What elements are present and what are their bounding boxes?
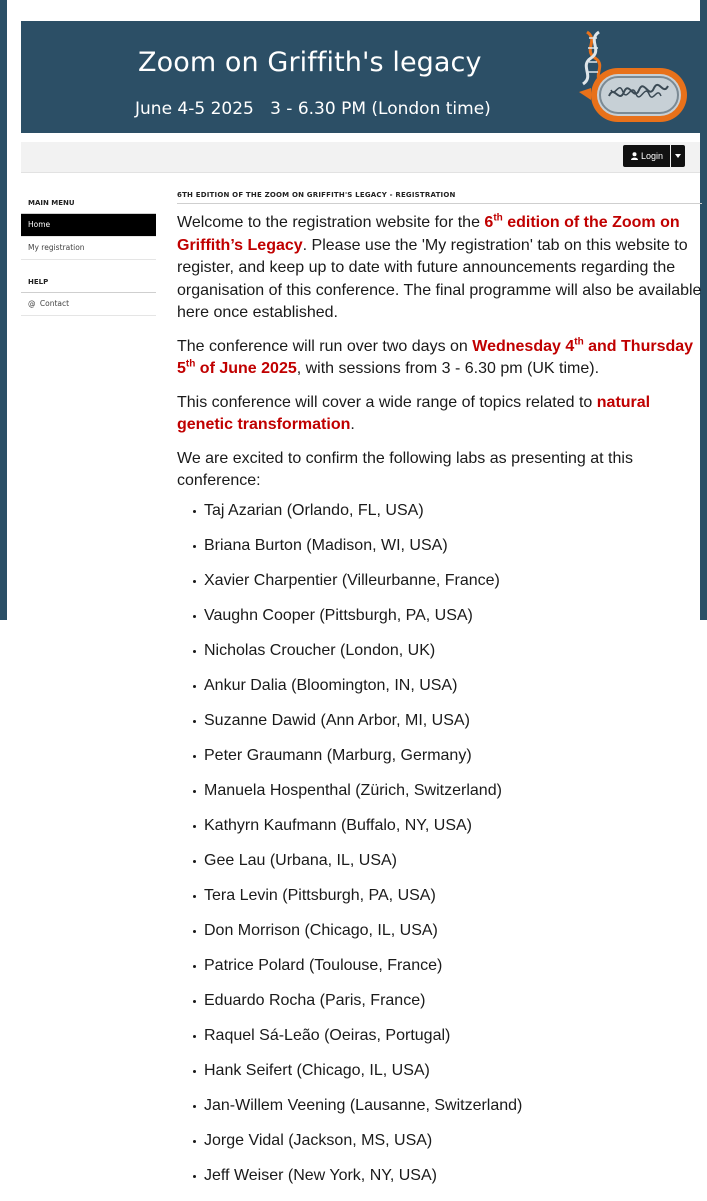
event-dates: June 4-5 2025 3 - 6.30 PM (London time) [135, 99, 491, 119]
caret-down-icon [675, 154, 681, 158]
contact-label: Contact [39, 299, 70, 308]
edition-highlight: 6th edition of the Zoom on Griffith’s Legacy [177, 212, 680, 254]
list-item: Suzanne Dawid (Ann Arbor, MI, USA) [177, 711, 702, 746]
sidebar-item-contact[interactable] [21, 293, 156, 316]
list-item: Patrice Polard (Toulouse, France) [177, 956, 702, 991]
bullet-icon [193, 720, 196, 723]
list-item: Ankur Dalia (Bloomington, IN, USA) [177, 676, 702, 711]
bullet-icon [193, 1035, 196, 1038]
bullet-icon [193, 860, 196, 863]
login-label: Login [640, 151, 663, 161]
sidebar-item-home[interactable]: Home [21, 214, 156, 237]
sidebar-item-my-registration[interactable]: My registration [21, 237, 156, 260]
intro-paragraph: Welcome to the registration website for the 6th edition of the Zoom on Griffith’s Legacy. Please use the 'My registration' tab on this website to register, and keep up to date with future announcements regarding the organisation of this conference. The final programme will also be available here once established. [177, 212, 702, 321]
help-menu-header: HELP [21, 274, 156, 293]
dates-highlight: Wednesday 4th and Thursday 5th of June 2025 [177, 336, 694, 377]
main-menu-header: MAIN MENU [21, 195, 156, 214]
page-title: 6TH EDITION OF THE ZOOM ON GRIFFITH'S LEGACY - REGISTRATION [177, 191, 702, 204]
dates-paragraph: The conference will run over two days on Wednesday 4th and Thursday 5th of June 2025, with sessions from 3 - 6.30 pm (UK time). [177, 336, 694, 377]
at-icon: @ [28, 299, 36, 308]
main-content [177, 191, 702, 1201]
bullet-icon [193, 615, 196, 618]
list-item: Jeff Weiser (New York, NY, USA) [177, 1166, 702, 1201]
list-item: Briana Burton (Madison, WI, USA) [177, 536, 702, 571]
list-item: Nicholas Croucher (London, UK) [177, 641, 702, 676]
user-icon [631, 152, 638, 160]
bullet-icon [193, 685, 196, 688]
list-item: Peter Graumann (Marburg, Germany) [177, 746, 702, 781]
list-item: Kathyrn Kaufmann (Buffalo, NY, USA) [177, 816, 702, 851]
labs-list [177, 501, 702, 1201]
page-edge-left [0, 0, 7, 620]
bullet-icon [193, 650, 196, 653]
topic-highlight: natural genetic transformation [177, 393, 651, 433]
bullet-icon [193, 580, 196, 583]
labs-intro: We are excited to confirm the following labs as presenting at this conference: [177, 449, 633, 489]
list-item: Raquel Sá-Leão (Oeiras, Portugal) [177, 1026, 702, 1061]
bullet-icon [193, 790, 196, 793]
list-item: Don Morrison (Chicago, IL, USA) [177, 921, 702, 956]
login-button-group [623, 145, 685, 167]
topics-paragraph: This conference will cover a wide range of topics related to natural genetic transformation. [177, 393, 651, 433]
list-item: Gee Lau (Urbana, IL, USA) [177, 851, 702, 886]
login-dropdown-toggle[interactable] [671, 145, 685, 167]
bullet-icon [193, 1070, 196, 1073]
list-item: Vaughn Cooper (Pittsburgh, PA, USA) [177, 606, 702, 641]
list-item: Manuela Hospenthal (Zürich, Switzerland) [177, 781, 702, 816]
conference-logo [569, 26, 695, 130]
bullet-icon [193, 825, 196, 828]
bullet-icon [193, 755, 196, 758]
sidebar [21, 195, 156, 316]
bullet-icon [193, 1000, 196, 1003]
bullet-icon [193, 1140, 196, 1143]
list-item: Xavier Charpentier (Villeurbanne, France) [177, 571, 702, 606]
bullet-icon [193, 1105, 196, 1108]
list-item: Hank Seifert (Chicago, IL, USA) [177, 1061, 702, 1096]
top-navbar [21, 142, 700, 173]
list-item: Jan-Willem Veening (Lausanne, Switzerland) [177, 1096, 702, 1131]
list-item: Jorge Vidal (Jackson, MS, USA) [177, 1131, 702, 1166]
bullet-icon [193, 895, 196, 898]
login-button[interactable] [623, 145, 670, 167]
bullet-icon [193, 930, 196, 933]
bullet-icon [193, 545, 196, 548]
list-item: Taj Azarian (Orlando, FL, USA) [177, 501, 702, 536]
list-item: Eduardo Rocha (Paris, France) [177, 991, 702, 1026]
site-title: Zoom on Griffith's legacy [138, 47, 482, 78]
list-item: Tera Levin (Pittsburgh, PA, USA) [177, 886, 702, 921]
bullet-icon [193, 510, 196, 513]
bullet-icon [193, 1175, 196, 1178]
header-banner [21, 21, 700, 133]
bullet-icon [193, 965, 196, 968]
